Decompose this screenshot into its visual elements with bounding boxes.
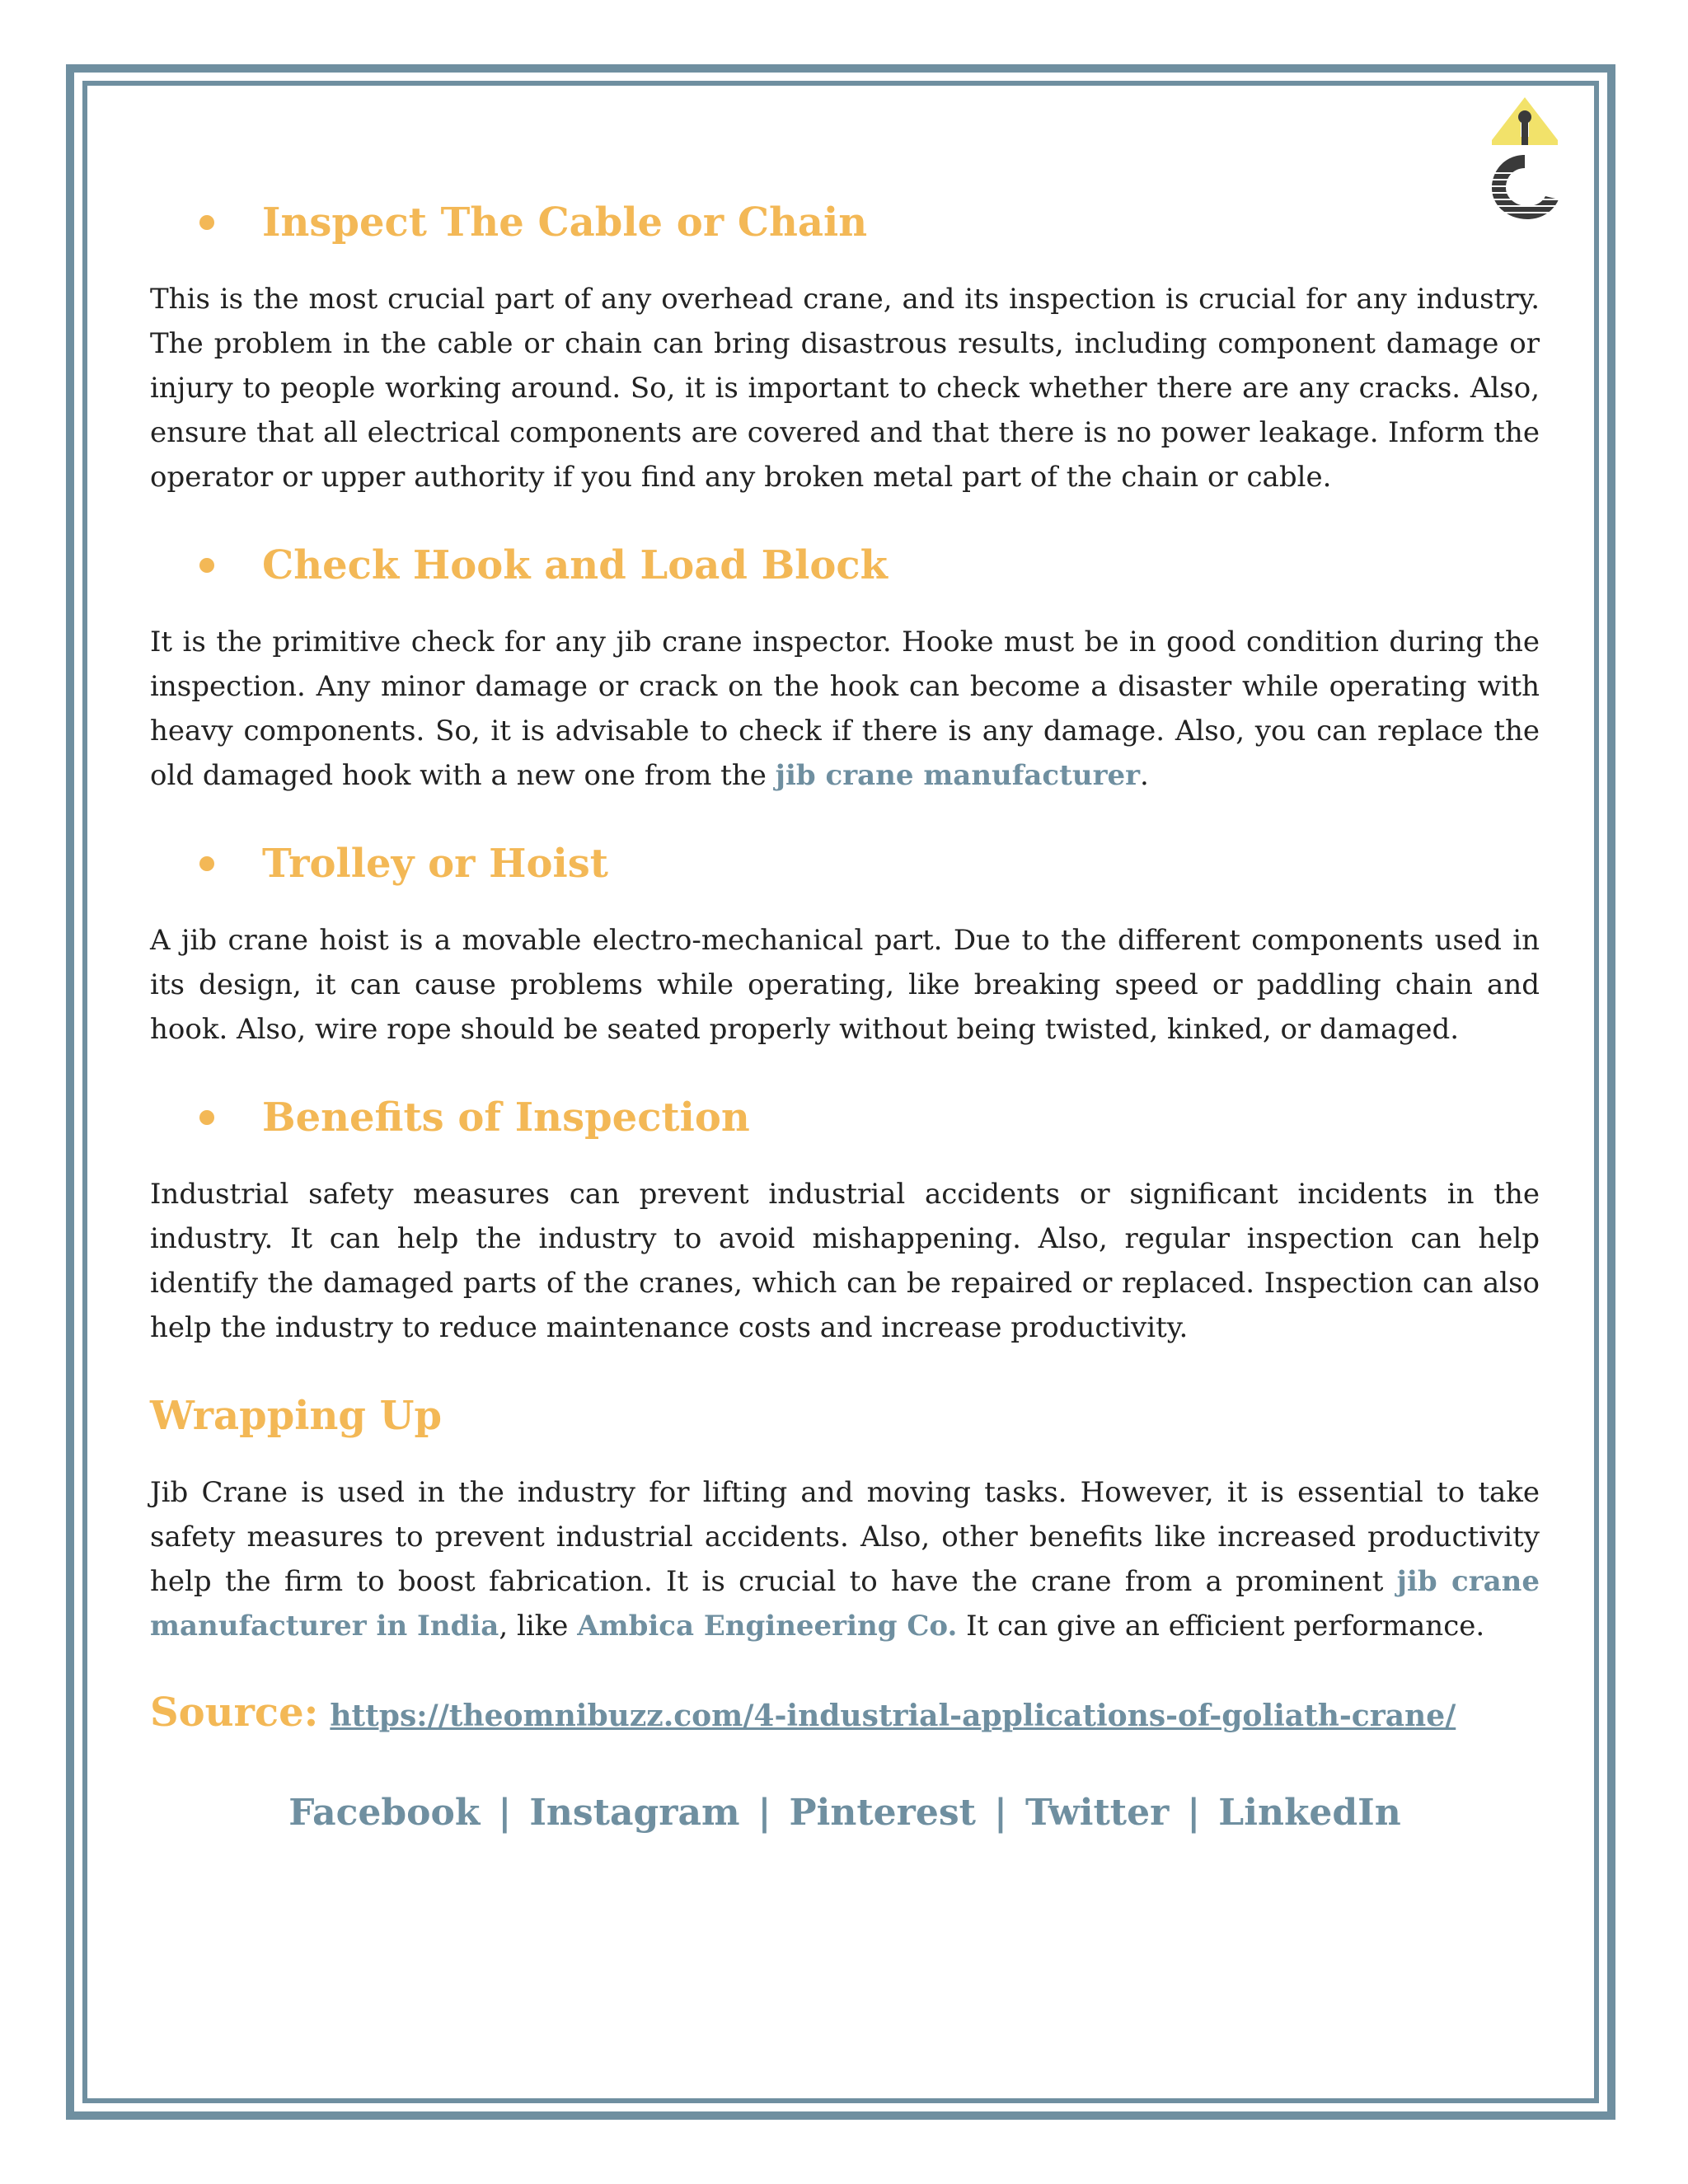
section-heading: Inspect The Cable or Chain [150, 198, 1540, 247]
wrapping-up-heading: Wrapping Up [150, 1393, 443, 1439]
bullet-icon [199, 1110, 214, 1125]
linkedin-link[interactable]: LinkedIn [1218, 1792, 1401, 1834]
source-line [150, 1690, 1540, 1736]
section-heading: Benefits of Inspection [150, 1093, 1540, 1142]
jib-crane-manufacturer-india-link[interactable]: jib crane manufacturer in India [150, 1565, 1540, 1643]
section-paragraph: It is the primitive check for any jib crane inspector. Hooke must be in good condition during the inspection. Any minor damage or crack on the hook can become a disaster while operating with heavy components. So, it is advisable to check if there is any damage. Also, you can replace the old damaged hook with a new one from the jib crane manufacturer. [150, 626, 1540, 792]
section-heading: Trolley or Hoist [150, 839, 1540, 888]
section-heading: Check Hook and Load Block [150, 541, 1540, 590]
ambica-engineering-link[interactable]: Ambica Engineering Co. [577, 1610, 958, 1643]
bullet-icon [199, 558, 214, 573]
pinterest-link[interactable]: Pinterest [789, 1792, 976, 1834]
separator: | [757, 1792, 771, 1834]
separator: | [993, 1792, 1007, 1834]
facebook-link[interactable]: Facebook [288, 1792, 481, 1834]
separator: | [1187, 1792, 1201, 1834]
section-paragraph: A jib crane hoist is a movable electro-mechanical part. Due to the different components used in its design, it can cause problems while operating, like breaking speed or paddling chain and hook. Also, wire rope should be seated properly without being twisted, kinked, or damaged. [150, 924, 1540, 1046]
document-body [150, 198, 1540, 1834]
bullet-icon [199, 215, 214, 230]
separator: | [498, 1792, 512, 1834]
source-url-link[interactable]: https://theomnibuzz.com/4-industrial-applications-of-goliath-crane/ [330, 1699, 1456, 1733]
section-paragraph: This is the most crucial part of any overhead crane, and its inspection is crucial for any industry. The problem in the cable or chain can bring disastrous results, including component damage or injury to people working around. So, it is important to check whether there are any cracks. Also, ensure that all electrical components are covered and that there is no power leakage. Inform the operator or upper authority if you find any broken metal part of the chain or cable. [150, 283, 1540, 494]
social-links [150, 1792, 1540, 1834]
instagram-link[interactable]: Instagram [529, 1792, 740, 1834]
section-paragraph: Industrial safety measures can prevent industrial accidents or significant incidents in the industry. It can help the industry to avoid mishappening. Also, regular inspection can help identify the damaged parts of the cranes, which can be repaired or replaced. Inspection can also help the industry to reduce maintenance costs and increase productivity. [150, 1178, 1540, 1344]
twitter-link[interactable]: Twitter [1025, 1792, 1170, 1834]
bullet-icon [199, 856, 214, 871]
source-label: Source: [150, 1690, 319, 1736]
jib-crane-manufacturer-link[interactable]: jib crane manufacturer [775, 759, 1141, 792]
wrapping-up-paragraph: Jib Crane is used in the industry for lifting and moving tasks. However, it is essential to take safety measures to prevent industrial accidents. Also, other benefits like increased productivity help the firm to boost fabrication. It is crucial to have the crane from a prominent jib crane manufacturer in India, like Ambica Engineering Co. It can give an efficient performance. [150, 1476, 1540, 1643]
